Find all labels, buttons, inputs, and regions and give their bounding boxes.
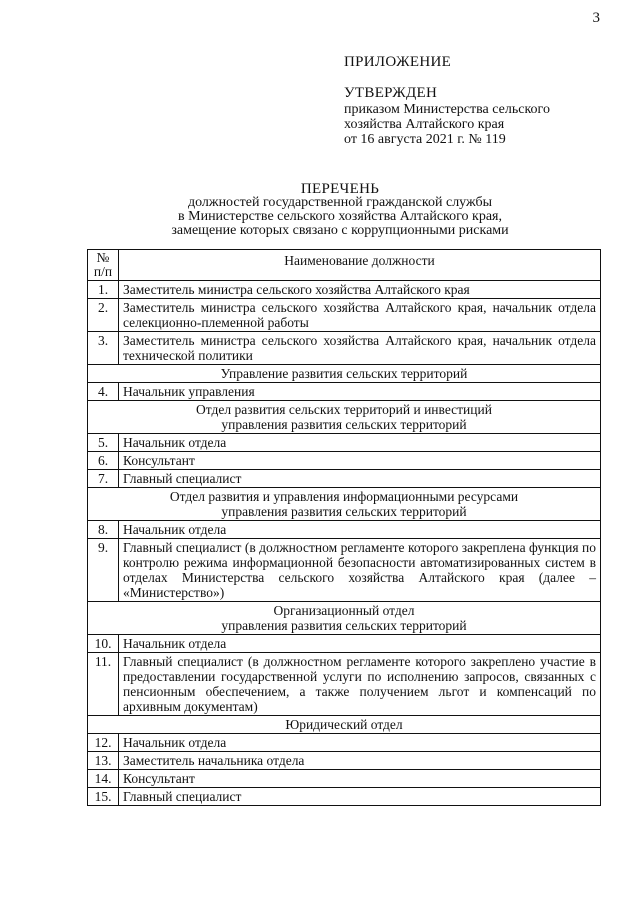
- section-heading-line-1: Отдел развития сельских территорий и инвестиций: [196, 402, 492, 417]
- table-row: [88, 521, 601, 539]
- row-number: 2.: [88, 299, 119, 332]
- table-body: [88, 281, 601, 806]
- header-number-line-2: п/п: [93, 264, 113, 279]
- section-heading-line-2: управления развития сельских территорий: [221, 504, 467, 519]
- section-heading: [88, 716, 601, 734]
- header-number-cell: [88, 250, 119, 281]
- approval-line-3: от 16 августа 2021 г. № 119: [344, 132, 506, 147]
- header-name-cell: Наименование должности: [119, 250, 601, 281]
- approval-line-2: хозяйства Алтайского края: [344, 117, 505, 132]
- table-row: [88, 299, 601, 332]
- position-name: Начальник отдела: [119, 734, 601, 752]
- table-row: [88, 653, 601, 716]
- row-number: 1.: [88, 281, 119, 299]
- position-name: Заместитель начальника отдела: [119, 752, 601, 770]
- section-heading-line-1: Отдел развития и управления информационными ресурсами: [169, 489, 519, 504]
- positions-table: [87, 249, 601, 806]
- approval-title: УТВЕРЖДЕН: [344, 85, 438, 101]
- row-number: 5.: [88, 434, 119, 452]
- table-row: [88, 470, 601, 488]
- row-number: 14.: [88, 770, 119, 788]
- appendix-label: ПРИЛОЖЕНИЕ: [344, 54, 452, 70]
- section-heading-line-2: управления развития сельских территорий: [221, 417, 467, 432]
- position-name: Начальник отдела: [119, 521, 601, 539]
- position-name: Начальник управления: [119, 383, 601, 401]
- position-name: Начальник отдела: [119, 434, 601, 452]
- row-number: 4.: [88, 383, 119, 401]
- row-number: 7.: [88, 470, 119, 488]
- position-name: Главный специалист: [119, 788, 601, 806]
- table-row: [88, 635, 601, 653]
- row-number: 11.: [88, 653, 119, 716]
- row-number: 6.: [88, 452, 119, 470]
- table-row: [88, 332, 601, 365]
- list-subtitle-line-3: замещение которых связано с коррупционными рисками: [171, 223, 509, 238]
- table-row: [88, 734, 601, 752]
- table-row: [88, 281, 601, 299]
- header-number-line-1: №: [96, 250, 110, 265]
- table-row: [88, 383, 601, 401]
- position-name: Заместитель министра сельского хозяйства Алтайского края: [119, 281, 601, 299]
- position-name: Заместитель министра сельского хозяйства Алтайского края, начальник отдела селекционно-племенной работы: [119, 299, 601, 332]
- position-name: Консультант: [119, 770, 601, 788]
- table-row: [88, 752, 601, 770]
- row-number: 12.: [88, 734, 119, 752]
- row-number: 3.: [88, 332, 119, 365]
- section-heading-line-1: Организационный отдел: [273, 603, 415, 618]
- table-row: [88, 434, 601, 452]
- position-name: Начальник отдела: [119, 635, 601, 653]
- section-heading: [88, 602, 601, 635]
- approval-block: [344, 86, 550, 147]
- section-row: [88, 488, 601, 521]
- table-row: [88, 452, 601, 470]
- position-name: Главный специалист: [119, 470, 601, 488]
- page-number: 3: [592, 10, 600, 26]
- section-row: [88, 401, 601, 434]
- row-number: 13.: [88, 752, 119, 770]
- section-heading: [88, 365, 601, 383]
- section-heading: [88, 401, 601, 434]
- section-heading-line-2: управления развития сельских территорий: [221, 618, 467, 633]
- table-header-row: [88, 250, 601, 281]
- row-number: 8.: [88, 521, 119, 539]
- position-name: Заместитель министра сельского хозяйства Алтайского края, начальник отдела технической политики: [119, 332, 601, 365]
- row-number: 9.: [88, 539, 119, 602]
- list-header: [80, 182, 600, 238]
- list-subtitle-line-2: в Министерстве сельского хозяйства Алтайского края,: [178, 209, 502, 224]
- approval-line-1: приказом Министерства сельского: [344, 102, 550, 117]
- position-name: Консультант: [119, 452, 601, 470]
- section-heading: [88, 488, 601, 521]
- section-row: [88, 602, 601, 635]
- list-subtitle-line-1: должностей государственной гражданской службы: [187, 195, 493, 210]
- position-name: Главный специалист (в должностном регламенте которого закреплено участие в предоставлении государственной услуги по исполнению запросов, связанных с пенсионным обеспечением, а также получением льгот и компенсаций по архивным документам): [119, 653, 601, 716]
- section-row: [88, 365, 601, 383]
- table-row: [88, 770, 601, 788]
- section-heading-line-1: Управление развития сельских территорий: [220, 366, 468, 381]
- position-name: Главный специалист (в должностном регламенте которого закреплена функция по контролю режима информационной безопасности автоматизированных систем в отделах Министерства сельского хозяйства Алтайского края (далее – «Министерство»): [119, 539, 601, 602]
- row-number: 10.: [88, 635, 119, 653]
- list-title: ПЕРЕЧЕНЬ: [300, 181, 380, 197]
- table-row: [88, 539, 601, 602]
- table-row: [88, 788, 601, 806]
- section-heading-line-1: Юридический отдел: [285, 717, 403, 732]
- section-row: [88, 716, 601, 734]
- row-number: 15.: [88, 788, 119, 806]
